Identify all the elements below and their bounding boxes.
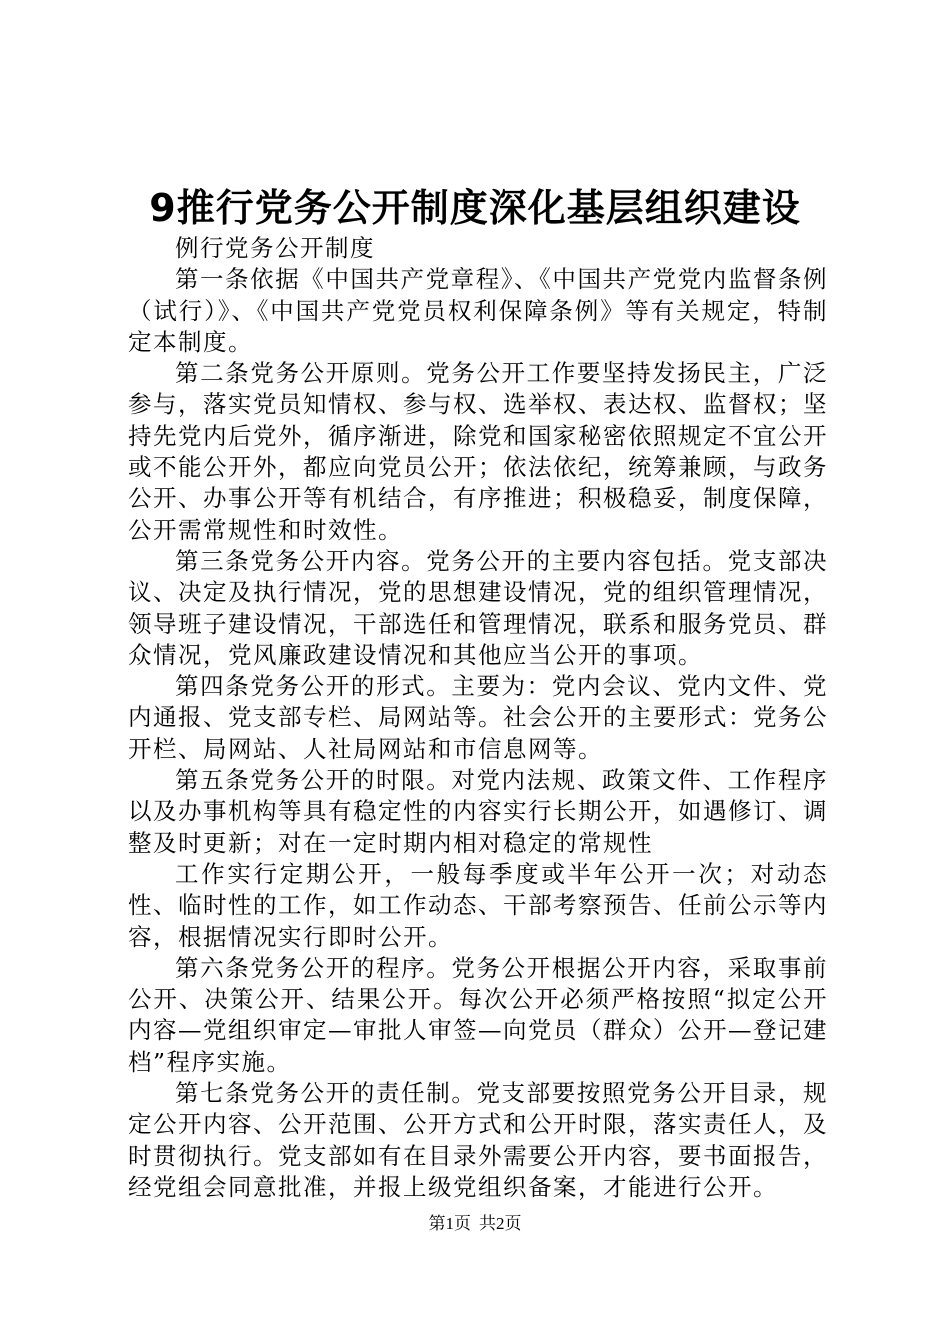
page-number: 第1页	[428, 1214, 471, 1233]
document-body	[128, 233, 828, 1203]
paragraph-article-5-continued: 工作实行定期公开，一般每季度或半年公开一次；对动态性、临时性的工作，如工作动态、干部考察预告、任前公示等内容，根据情况实行即时公开。	[128, 859, 828, 951]
paragraph-article-1: 第一条依据《中国共产党章程》、《中国共产党党内监督条例（试行）》、《中国共产党党员权利保障条例》等有关规定，特制定本制度。	[128, 265, 828, 356]
paragraph-article-2: 第二条党务公开原则。党务公开工作要坚持发扬民主，广泛参与，落实党员知情权、参与权、选举权、表达权、监督权；坚持先党内后党外，循序渐进，除党和国家秘密依照规定不宜公开或不能公开外，都应向党员公开；依法依纪，统筹兼顾，与政务公开、办事公开等有机结合，有序推进；积极稳妥，制度保障，公开需常规性和时效性。	[128, 359, 828, 544]
paragraph-article-7: 第七条党务公开的责任制。党支部要按照党务公开目录，规定公开内容、公开范围、公开方式和公开时限，落实责任人，及时贯彻执行。党支部如有在目录外需要公开内容，要书面报告，经党组会同意批准，并报上级党组织备案，才能进行公开。	[128, 1079, 828, 1201]
paragraph-article-5: 第五条党务公开的时限。对党内法规、政策文件、工作程序以及办事机构等具有稳定性的内容实行长期公开，如遇修订、调整及时更新；对在一定时期内相对稳定的常规性	[128, 766, 828, 857]
paragraph-article-3: 第三条党务公开内容。党务公开的主要内容包括。党支部决议、决定及执行情况，党的思想建设情况，党的组织管理情况，领导班子建设情况，干部选任和管理情况，联系和服务党员、群众情况，党风廉政建设情况和其他应当公开的事项。	[128, 546, 828, 669]
document-title: 9推行党务公开制度深化基层组织建设	[149, 186, 801, 230]
paragraph-heading: 例行党务公开制度	[175, 234, 375, 262]
paragraph-article-4: 第四条党务公开的形式。主要为：党内会议、党内文件、党内通报、党支部专栏、局网站等。社会公开的主要形式：党务公开栏、局网站、人社局网站和市信息网等。	[128, 672, 828, 763]
paragraph-article-6: 第六条党务公开的程序。党务公开根据公开内容，采取事前公开、决策公开、结果公开。每次公开必须严格按照“拟定公开内容—党组织审定—审批人审签—向党员（群众）公开—登记建档”程序实施。	[128, 953, 828, 1076]
page-footer	[0, 1212, 950, 1236]
page-total: 共2页	[479, 1214, 522, 1233]
